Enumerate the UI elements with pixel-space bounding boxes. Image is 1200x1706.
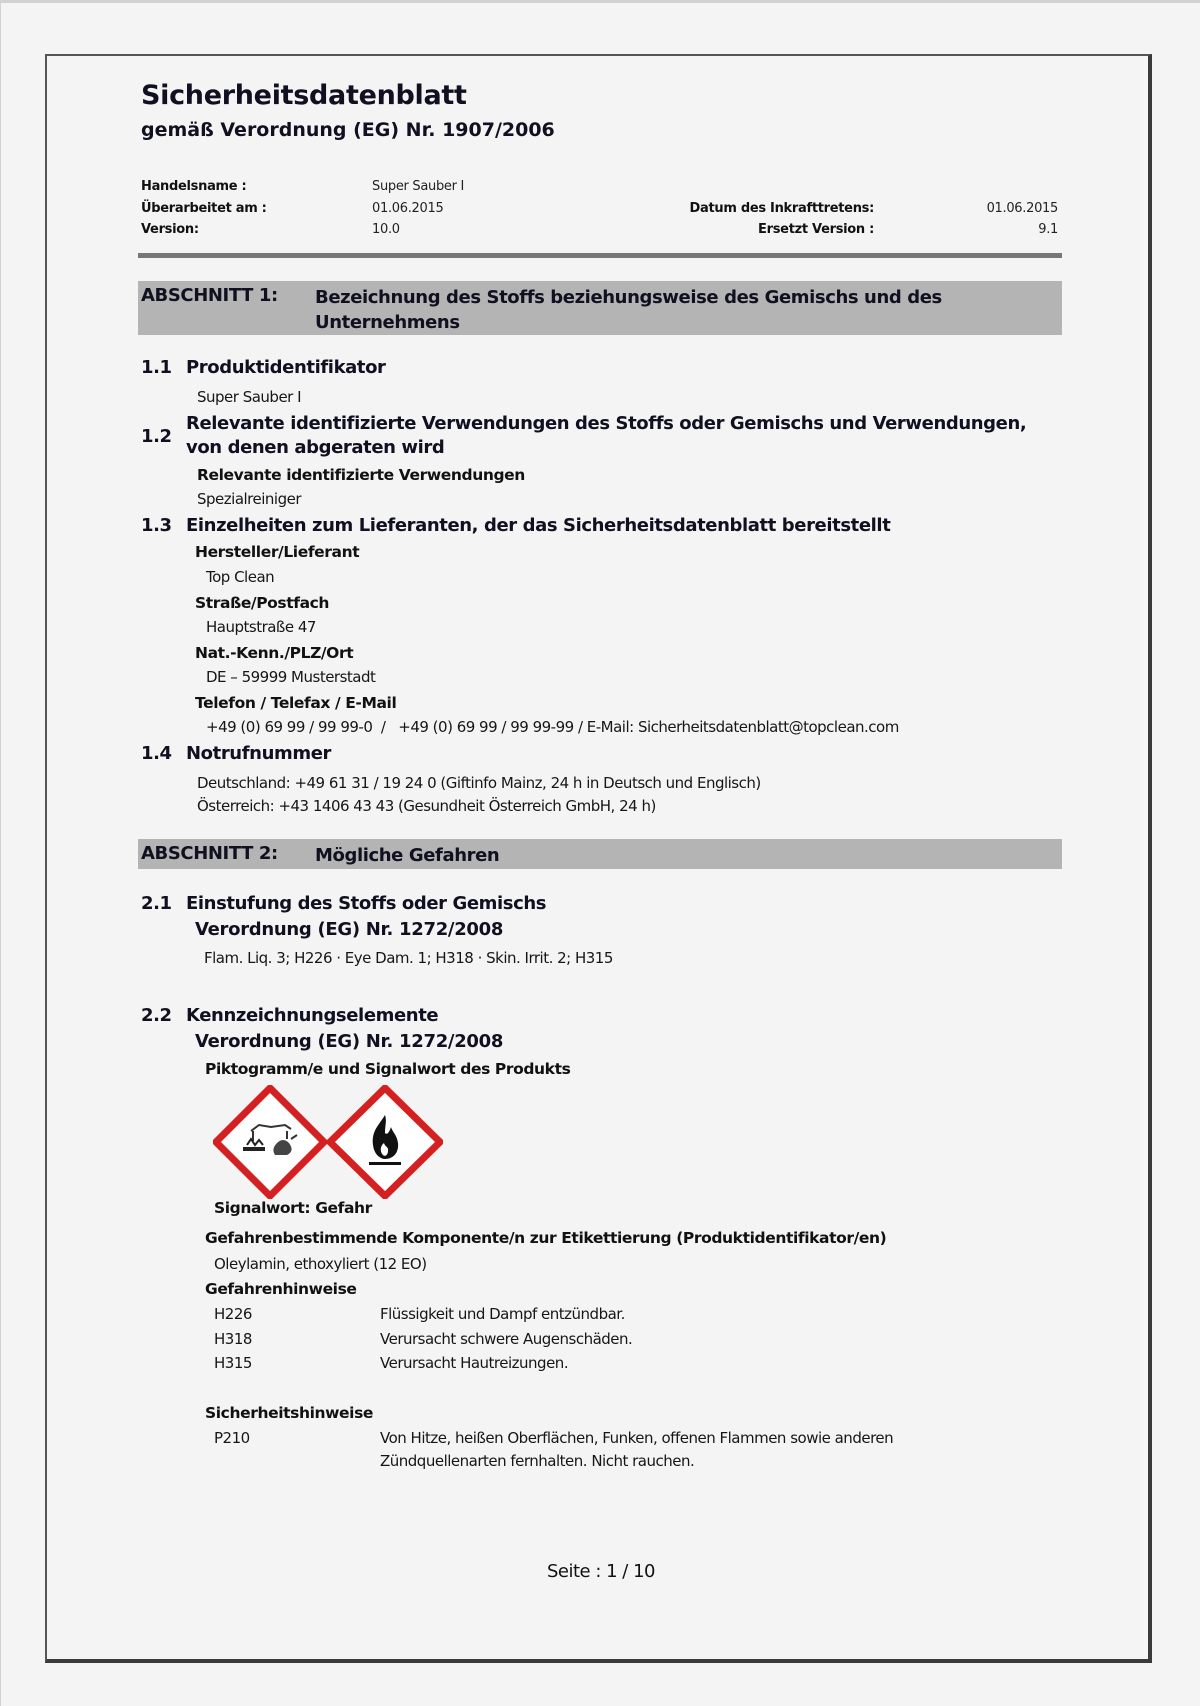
hazard-statements-label: Gefahrenhinweise (205, 1280, 357, 1298)
hazard-components-label: Gefahrenbestimmende Komponente/n zur Etikettierung (Produktidentifikator/en) (205, 1229, 887, 1247)
version-value: 10.0 (372, 222, 400, 237)
street-label: Straße/Postfach (195, 594, 330, 612)
trade-name-label: Handelsname : (141, 179, 247, 194)
emergency-at: Österreich: +43 1406 43 43 (Gesundheit Österreich GmbH, 24 h) (197, 797, 656, 815)
street-value: Hauptstraße 47 (206, 618, 316, 636)
section-1-title: Bezeichnung des Stoffs beziehungsweise des Gemischs und des Unternehmens (315, 287, 942, 333)
document-title: Sicherheitsdatenblatt (141, 80, 467, 111)
product-identifier-value: Super Sauber I (197, 388, 302, 406)
pictogram-label: Piktogramm/e und Signalwort des Produkts (205, 1060, 571, 1078)
relevant-uses-value: Spezialreiniger (197, 490, 301, 508)
heading-1-2-line2: von denen abgeraten wird (186, 437, 445, 458)
section-2-banner (138, 839, 1062, 869)
heading-1-2-line1: Relevante identifizierte Verwendungen des Stoffs oder Gemischs und Verwendungen, (186, 413, 1027, 434)
corrosive-pictogram-icon (213, 1085, 327, 1199)
classification-regulation: Verordnung (EG) Nr. 1272/2008 (195, 919, 504, 940)
labelling-regulation: Verordnung (EG) Nr. 1272/2008 (195, 1031, 504, 1052)
city-label: Nat.-Kenn./PLZ/Ort (195, 644, 354, 662)
hazard-components-value: Oleylamin, ethoxyliert (12 EO) (214, 1255, 427, 1273)
heading-1-4: 1.4 Notrufnummer (141, 743, 331, 764)
page-number: Seite : 1 / 10 (546, 1561, 655, 1582)
heading-2-1: 2.1 Einstufung des Stoffs oder Gemischs (141, 893, 547, 914)
flammable-pictogram-icon (327, 1085, 443, 1199)
relevant-uses-label: Relevante identifizierte Verwendungen (197, 466, 525, 484)
version-label: Version: (141, 222, 199, 237)
revised-value: 01.06.2015 (372, 201, 444, 216)
heading-1-2-number: 1.2 (141, 426, 172, 447)
trade-name-value: Super Sauber I (372, 179, 465, 194)
section-1-number: ABSCHNITT 1: (141, 285, 278, 306)
heading-1-3: 1.3 Einzelheiten zum Lieferanten, der das Sicherheitsdatenblatt bereitstellt (141, 515, 891, 536)
effective-date-value: 01.06.2015 (986, 201, 1058, 216)
heading-2-2: 2.2 Kennzeichnungselemente (141, 1005, 439, 1026)
manufacturer-label: Hersteller/Lieferant (195, 543, 360, 561)
section-1-banner (138, 281, 1062, 335)
manufacturer-value: Top Clean (206, 568, 275, 586)
city-value: DE – 59999 Musterstadt (206, 668, 376, 686)
contact-value: +49 (0) 69 99 / 99 99-0 / +49 (0) 69 99 / 99 99-99 / E-Mail: Sicherheitsdatenblatt@topclean.com (206, 718, 899, 736)
precautionary-statements-label: Sicherheitshinweise (205, 1404, 374, 1422)
heading-1-1: 1.1 Produktidentifikator (141, 357, 386, 378)
revised-label: Überarbeitet am : (141, 201, 267, 216)
section-2-number: ABSCHNITT 2: (141, 843, 278, 864)
section-2-title: Mögliche Gefahren (315, 845, 500, 866)
emergency-de: Deutschland: +49 61 31 / 19 24 0 (Giftinfo Mainz, 24 h in Deutsch und Englisch) (197, 774, 761, 792)
contact-label: Telefon / Telefax / E-Mail (195, 694, 397, 712)
signal-word: Signalwort: Gefahr (214, 1199, 372, 1217)
replaces-version-value: 9.1 (1038, 222, 1058, 237)
header-divider (138, 253, 1062, 258)
effective-date-label: Datum des Inkrafttretens: (689, 201, 874, 216)
document-subtitle: gemäß Verordnung (EG) Nr. 1907/2006 (141, 119, 555, 141)
replaces-version-label: Ersetzt Version : (758, 222, 874, 237)
classification-value: Flam. Liq. 3; H226 · Eye Dam. 1; H318 · Skin. Irrit. 2; H315 (204, 949, 613, 967)
